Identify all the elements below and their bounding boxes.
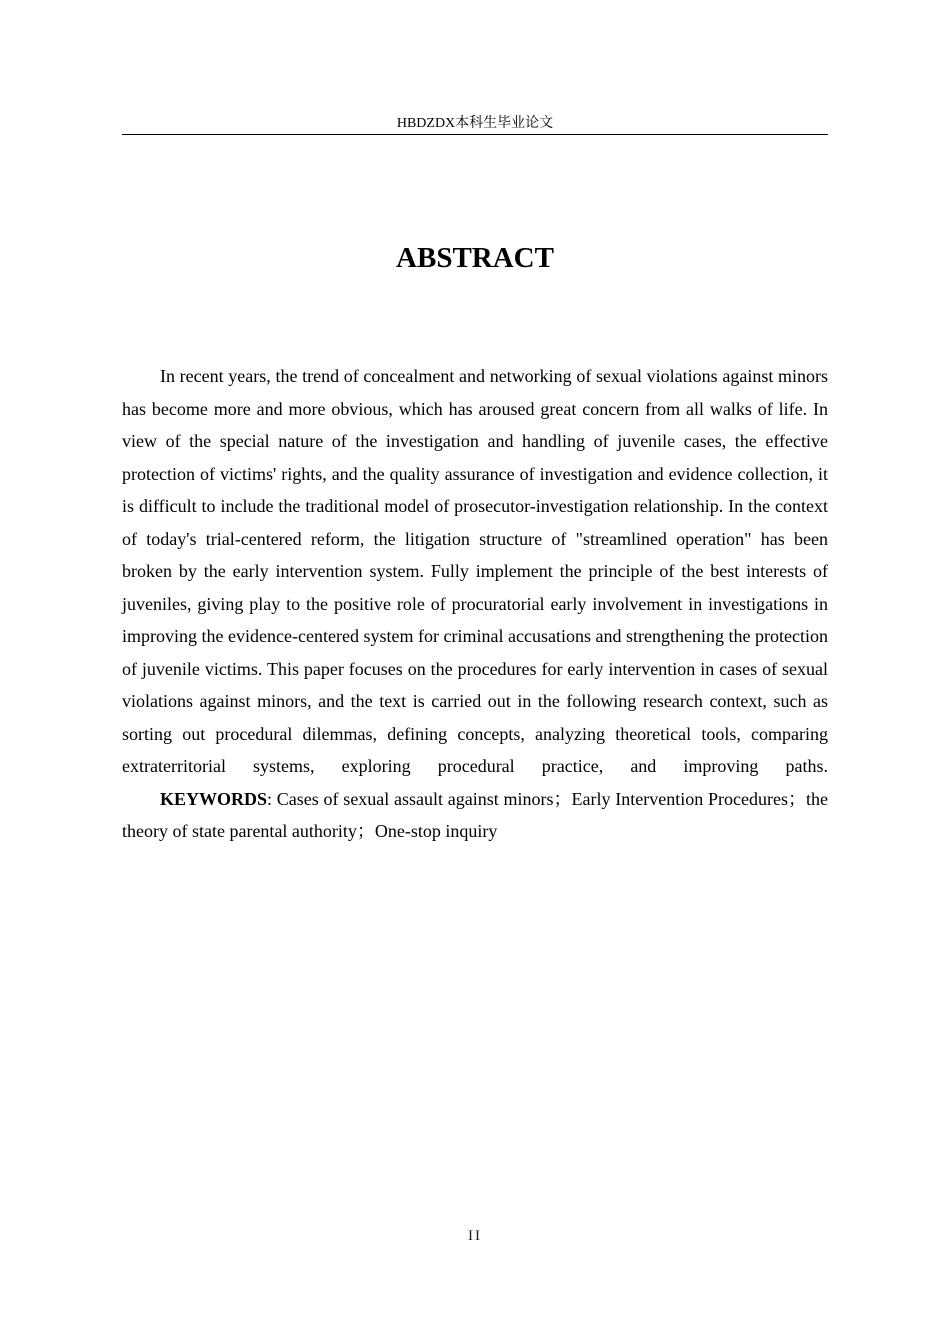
abstract-paragraph: In recent years, the trend of concealment and networking of sexual violations against minors has become more and more obvious, which has aroused great concern from all walks of life. In view of the special nature of the investigation and handling of juvenile cases, the effective protection of victims' rights, and the quality assurance of investigation and evidence collection, it is difficult to include the traditional model of prosecutor-investigation relationship. In the context of today's trial-centered reform, the litigation structure of "streamlined operation" has been broken by the early intervention system. Fully implement the principle of the best interests of juveniles, giving play to the positive role of procuratorial early involvement in investigations in improving the evidence-centered system for criminal accusations and strengthening the protection of juvenile victims. This paper focuses on the procedures for early intervention in cases of sexual violations against minors, and the text is carried out in the following research context, such as sorting out procedural dilemmas, defining concepts, analyzing theoretical tools, comparing extraterritorial systems, exploring procedural practice, and improving paths. <box>122 366 828 776</box>
abstract-body <box>122 360 828 848</box>
page-number: II <box>468 1228 482 1244</box>
keywords-text: Cases of sexual assault against minors；Early Intervention Procedures；the theory of state parental authority；One-stop inquiry <box>122 788 828 841</box>
page-header: HBDZDX本科生毕业论文 <box>122 114 828 135</box>
keywords-label: KEYWORDS <box>160 788 268 809</box>
keywords-paragraph <box>122 783 828 848</box>
keywords-separator: : <box>267 788 273 809</box>
abstract-title: ABSTRACT <box>396 242 554 274</box>
